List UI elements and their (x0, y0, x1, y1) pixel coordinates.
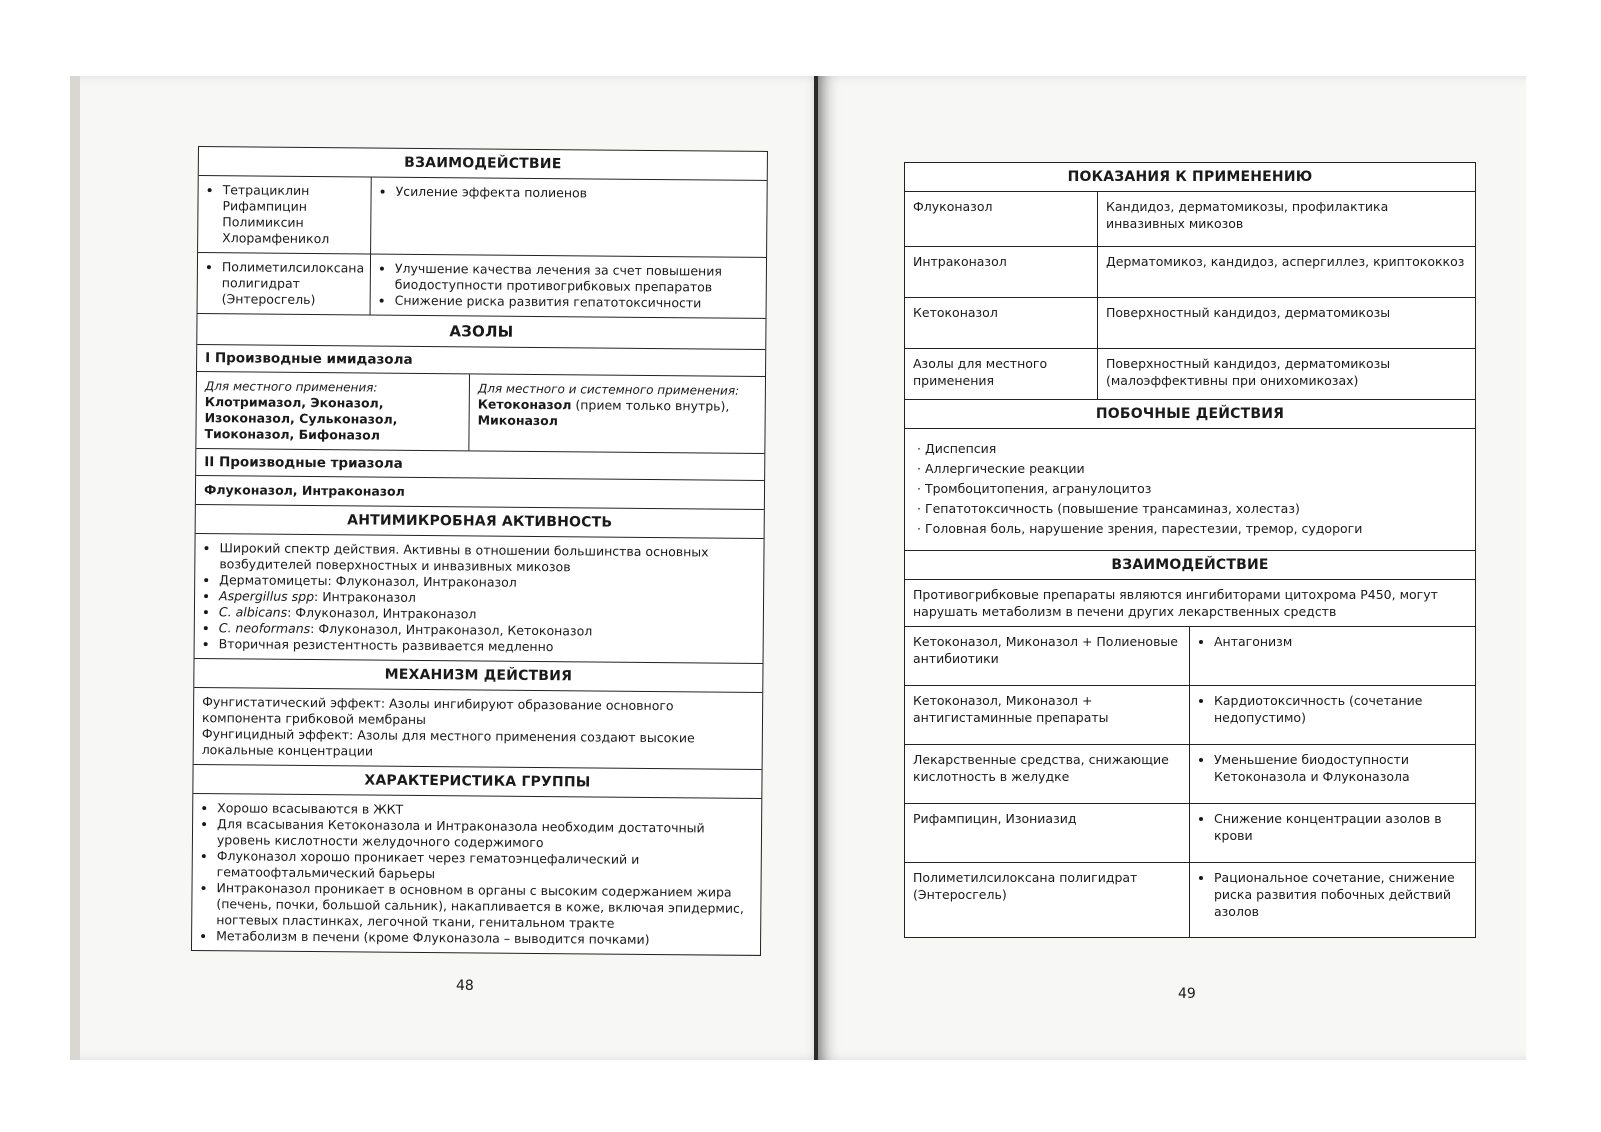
interaction-drugs: Рифампицин, Изониазид (913, 811, 1077, 826)
mechanism-header: МЕХАНИЗМ ДЕЙСТВИЯ (194, 659, 762, 693)
indication-drug: Кетоконазол (913, 305, 998, 320)
indication-use: Поверхностный кандидоз, дерматомикозы (малоэффективны при онихомикозах) (1097, 349, 1475, 399)
interaction-drugs: Лекарственные средства, снижающие кислотность в желудке (913, 752, 1169, 784)
interaction-row (198, 253, 767, 319)
interaction-effects (370, 178, 767, 257)
interaction-row (905, 745, 1475, 804)
triazole-title: II Производные триазола (196, 449, 764, 481)
right-page (818, 76, 1526, 1060)
mechanism-text (194, 688, 763, 770)
left-table (191, 146, 768, 956)
local-label: Для местного применения: (204, 379, 378, 395)
effect-item: • Антагонизм (1214, 633, 1467, 650)
local-drugs: Клотримазол, Эконазол, Изоконазол, Сульконазол, Тиоконазол, Бифоназол (204, 394, 398, 443)
indication-row (905, 247, 1475, 298)
antimicrobial-list (195, 534, 764, 664)
interaction-effect (1189, 686, 1475, 744)
organism-drugs: : Интраконазол (313, 589, 417, 605)
organism-drugs: : Флуконазол, Интраконазол, Кетоконазол (310, 620, 593, 639)
systemic-drug: Миконазол (477, 412, 559, 429)
imidazole-row (196, 372, 765, 454)
list-item: • Метаболизм в печени (кроме Флуконазола – выводится почками) (216, 928, 752, 949)
interaction-row (198, 176, 767, 258)
list-item: · Аллергические реакции (917, 460, 1467, 477)
indication-row (905, 192, 1475, 247)
list-item: • Хорошо всасываются в ЖКТ (217, 800, 753, 821)
mechanism-line: Фунгицидный эффект: Азолы для местного применения создают высокие локальные концентрации (201, 726, 695, 759)
characteristics-list (192, 794, 761, 955)
interaction-drugs: Полиметилсилоксана полигидрат (Энтеросгель) (913, 870, 1138, 902)
imidazole-title: I Производные имидазола (197, 345, 765, 377)
effect-item: • Уменьшение биодоступности Кетоконазола и Флуконазола (1214, 751, 1467, 785)
left-page (70, 76, 828, 1060)
interaction-effects (370, 255, 767, 318)
interaction-drugs (198, 253, 371, 314)
interaction-row (905, 686, 1475, 745)
list-item: • Флуконазол хорошо проникает через гематоэнцефалический и гематоофтальмический барьеры (217, 848, 753, 885)
list-item: · Головная боль, нарушение зрения, парестезии, тремор, судороги (917, 520, 1467, 537)
indication-use: Поверхностный кандидоз, дерматомикозы (1097, 298, 1475, 348)
effect-item: • Снижение концентрации азолов в крови (1214, 810, 1467, 844)
interaction-effect (1189, 627, 1475, 685)
systemic-note: (прием только внутрь), (571, 397, 730, 414)
side-effects-list (905, 429, 1475, 551)
organism-drugs: : Флуконазол, Интраконазол (287, 604, 477, 622)
interaction-drugs: Кетоконазол, Миконазол + антигистаминные препараты (913, 693, 1109, 725)
interaction-header: ВЗАИМОДЕЙСТВИЕ (199, 147, 767, 181)
azoles-header: АЗОЛЫ (197, 314, 765, 350)
interaction-effect (1189, 745, 1475, 803)
list-item: • Интраконазол проникает в основном в органы с высоким содержанием жира (печень, почки, большой сальник), накапливается в коже, включая эпидермис, ногтевых пластинках, легочной ткани, генитальном тракте (216, 880, 752, 933)
systemic-drug: Кетоконазол (477, 396, 572, 413)
drug-list: • Полиметилсилоксана полигидрат (Энтеросгель) (222, 259, 362, 308)
organism-name: C. neoformans (218, 620, 311, 636)
list-item: • Широкий спектр действия. Активны в отношении большинства основных возбудителей поверхностных и инвазивных микозов (219, 540, 755, 577)
side-effects-header: ПОБОЧНЫЕ ДЕЙСТВИЯ (905, 400, 1475, 429)
right-table (904, 162, 1476, 938)
mechanism-line: Фунгистатический эффект: Азолы ингибируют образование основного компонента грибковой мембраны (201, 694, 674, 728)
characteristics-header: ХАРАКТЕРИСТИКА ГРУППЫ (193, 765, 761, 799)
effect-item: • Снижение риска развития гепатотоксичности (395, 293, 758, 312)
list-item: • Вторичная резистентность развивается медленно (219, 636, 755, 657)
page-number: 48 (456, 978, 474, 994)
open-book (70, 76, 1526, 1060)
indication-drug: Азолы для местного применения (913, 356, 1048, 388)
effect-item: • Кардиотоксичность (сочетание недопустимо) (1214, 692, 1467, 726)
organism-name: C. albicans (218, 604, 288, 620)
indication-use: Дерматомикоз, кандидоз, аспергиллез, криптококкоз (1097, 247, 1475, 297)
indication-use: Кандидоз, дерматомикозы, профилактика инвазивных микозов (1097, 192, 1475, 246)
indication-row (905, 349, 1475, 400)
interaction-effect (1189, 804, 1475, 862)
indication-row (905, 298, 1475, 349)
organism-name: Aspergillus spp (219, 588, 315, 605)
interaction-row (905, 804, 1475, 863)
indication-drug: Интраконазол (913, 254, 1007, 269)
interaction-row (905, 863, 1475, 937)
list-item: • Для всасывания Кетоконазола и Интраконазола необходим достаточный уровень кислотности желудочного содержимого (217, 816, 753, 853)
local-use-cell (196, 372, 469, 450)
list-item: · Гепатотоксичность (повышение трансаминаз, холестаз) (917, 500, 1467, 517)
interaction-header: ВЗАИМОДЕЙСТВИЕ (905, 551, 1475, 580)
triazole-drugs: Флуконазол, Интраконазол (196, 476, 764, 510)
effect-item: • Улучшение качества лечения за счет повышения биодоступности противогрибковых препаратов (395, 261, 758, 296)
systemic-use-cell (468, 374, 765, 453)
list-item: · Диспепсия (917, 440, 1467, 457)
interaction-drugs (198, 176, 371, 253)
indication-drug: Флуконазол (913, 199, 993, 214)
indications-header: ПОКАЗАНИЯ К ПРИМЕНЕНИЮ (905, 163, 1475, 192)
list-item: • Дерматомицеты: Флуконазол, Интраконазол (219, 572, 755, 593)
interaction-drugs: Кетоконазол, Миконазол + Полиеновые антибиотики (913, 634, 1178, 666)
drug-list: • Тетрациклин Рифампицин Полимиксин Хлорамфеникол (222, 182, 363, 247)
systemic-label: Для местного и системного применения: (477, 381, 740, 398)
interaction-effect (1189, 863, 1475, 937)
interaction-intro: Противогрибковые препараты являются ингибиторами цитохрома Р450, могут нарушать метаболизм в печени других лекарственных средств (905, 580, 1475, 627)
effect-item: • Усиление эффекта полиенов (396, 184, 759, 203)
page-number: 49 (1178, 986, 1196, 1002)
interaction-row (905, 627, 1475, 686)
effect-item: • Рациональное сочетание, снижение риска развития побочных действий азолов (1214, 869, 1467, 920)
antimicrobial-header: АНТИМИКРОБНАЯ АКТИВНОСТЬ (196, 505, 764, 539)
list-item: · Тромбоцитопения, агранулоцитоз (917, 480, 1467, 497)
